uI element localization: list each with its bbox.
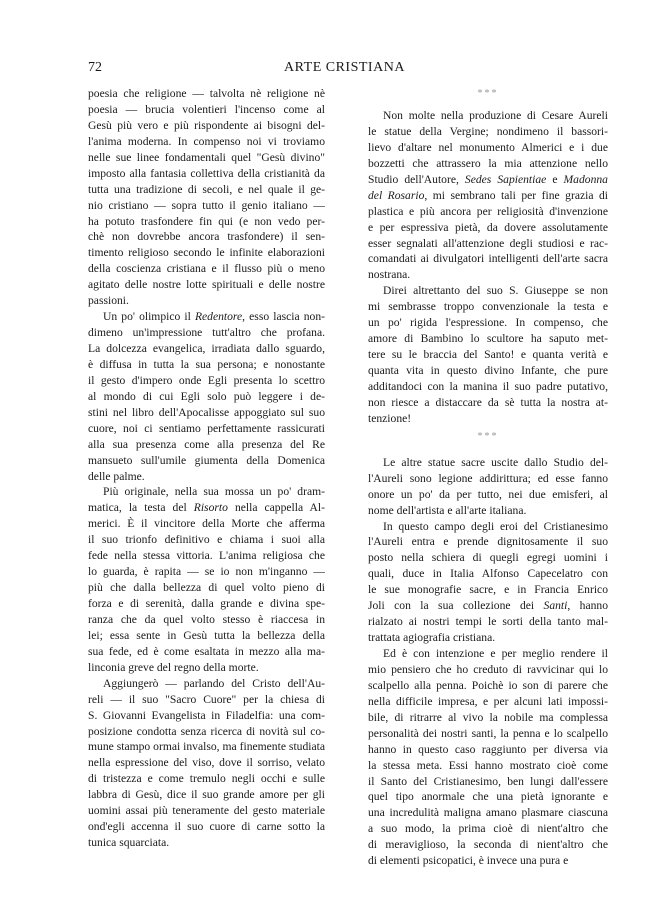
text-line: più che dalla bellezza di quel volto pieno di [88, 581, 325, 595]
paragraph [368, 455, 608, 519]
text-line: Studio dell'Autore, Sedes Sapientiae e Madonna [368, 172, 608, 186]
text-line: hanno in questo caso raggiunto per diversa via [368, 742, 608, 756]
text-line: uomini assai più teneramente del gesto materiale [88, 804, 325, 818]
text-line: esser segnalati all'attenzione degli studiosi e rac- [368, 236, 608, 250]
text-line: Più originale, nella sua mossa un po' dram- [103, 485, 325, 499]
text-line: poesia che religione — talvolta nè religione nè [88, 87, 325, 100]
text-line: timento religioso secondo le infinite elaborazioni [88, 246, 325, 260]
text-line: della coscienza cristiana e il flusso più o meno [88, 262, 325, 276]
text-line: del Rosario, mi sembrano tali per fine grazia di [368, 188, 608, 202]
text-line: poesia — brucia volentieri l'incenso come al [88, 102, 325, 116]
text-line: passioni. [88, 294, 129, 308]
paragraph [88, 86, 325, 309]
text-line: dimeno un'impressione tutt'altro che profana. [88, 326, 325, 340]
text-line: Aggiungerò — parlando del Cristo dell'Au- [103, 676, 325, 690]
text-line: a suo modo, la prima cioè di nient'altro che [368, 822, 608, 836]
paragraph [88, 484, 325, 675]
text-line: e per espressiva pietà, da dovere assolutamente [368, 220, 608, 234]
text-line: un po' rigida l'espressione. In compenso, che [368, 316, 608, 330]
text-line: tunica squarciata. [88, 836, 170, 850]
text-line: Ed è con intenzione e per meglio rendere il [383, 647, 608, 660]
text-line: tutta una tradizione di secoli, e nel quale il ge- [88, 182, 325, 196]
text-line: ond'egli accenna il suo cuore di carne sotto la [88, 820, 325, 834]
paragraph [368, 519, 608, 647]
text-line: Le altre statue sacre uscite dallo Studio del- [383, 455, 608, 469]
text-line: imposto alla fantasia collettiva della cristianità da [88, 166, 325, 180]
text-line: merici. È il vincitore della Morte che afferma [88, 517, 325, 531]
text-line: Non molte nella produzione di Cesare Aureli [383, 109, 608, 122]
text-line: scalpello alla penna. Poichè io son di parere che [368, 678, 608, 692]
text-line: il gesto d'impero onde Egli presenta lo scettro [88, 373, 325, 387]
text-line: personalità dei nostri santi, la penna e lo scalpello [368, 726, 608, 740]
text-line: l'anima moderna. In compenso noi vi troviamo [88, 134, 325, 148]
text-line: tere su le braccia del Santo! e quanta verità e [368, 348, 608, 362]
section-separator: *** [477, 430, 499, 442]
text-line: S. Giovanni Evangelista in Filadelfia: una com- [88, 708, 325, 722]
text-line: di tristezza e come tremulo negli occhi e sulle [88, 772, 325, 786]
text-line: Joli con la sua collezione dei Santi, hanno [368, 599, 608, 613]
text-line: Gesù più vero e più rispondente ai bisogni del- [88, 118, 325, 132]
text-line: le statue della Vergine; nondimeno il bassori- [368, 124, 608, 138]
text-line: posizione condotta senza ricerca di novità sul co- [88, 724, 325, 738]
text-line: tenzione! [368, 411, 412, 425]
text-line: delle palme. [88, 469, 145, 483]
text-line: ha potuto trasfondere fin qui (e non vedo per- [88, 214, 325, 228]
text-line: Direi altrettanto del suo S. Giuseppe se non [383, 284, 608, 298]
text-line: sua fede, ed è come esaltata in mezzo alla ma- [88, 644, 325, 658]
text-line: lievo d'altare nel monumento Almerici e i due [368, 140, 608, 154]
running-head: ARTE CRISTIANA [284, 60, 405, 75]
text-line: le sue monografie sacre, e in Francia Enrico [368, 583, 608, 597]
text-line: amore di Bambino lo scultore ha saputo met- [368, 332, 608, 346]
text-line: cuore, noi ci sentiamo perfettamente rassicurati [88, 421, 325, 435]
text-line: l'Aureli entra e prende dignitosamente il suo [368, 535, 608, 549]
paragraph [368, 108, 608, 283]
text-line: una incredulità maligna amano plasmare ciascuna [368, 806, 608, 820]
left-column [88, 86, 325, 851]
text-line: fede nella stessa vittoria. L'anima religiosa che [88, 549, 325, 563]
page-number: 72 [88, 60, 102, 75]
text-line: bozzetti che attrassero la mia attenzione nello [368, 156, 608, 170]
paragraph [368, 646, 608, 869]
text-line: è diffusa in tutta la sua persona; e nonostante [88, 357, 325, 371]
text-line: ranza che da quel volto stesso è riaccesa in [88, 612, 325, 626]
text-line: quanta vita in questo divino Infante, che pure [368, 364, 608, 377]
text-line: lo guarda, è rapita — se io non m'inganno — [88, 565, 325, 579]
text-line: mi sembrasse troppo convenzionale la testa e [368, 300, 608, 314]
text-line: il Santo del Cristianesimo, ben lungi dall'essere [368, 774, 608, 788]
text-line: quali, duce in Italia Alfonso Capecelatro con [368, 567, 608, 581]
paragraph [368, 283, 608, 426]
paragraph [88, 309, 325, 484]
text-line: nella espressione del viso, dove il sorriso, velato [88, 756, 325, 770]
text-line: di elementi psicopatici, è invece una pura e [368, 854, 569, 868]
text-line: comandati ai divulgatori intelligenti dell'arte sacra [368, 252, 608, 266]
text-line: di meraviglioso, la seconda di nient'altro che [368, 838, 608, 852]
text-line: onore un po' da per tutto, nei due emisferi, al [368, 487, 608, 501]
text-line: la stessa meta. Essi hanno mostrato cioè come [368, 758, 608, 772]
text-line: matica, la testa del Risorto nella cappella Al- [88, 501, 325, 515]
text-line: nome dell'artista e all'arte italiana. [368, 503, 527, 517]
paragraph [88, 676, 325, 851]
text-line: Un po' olimpico il Redentore, esso lascia non- [103, 310, 325, 324]
text-line: nio cristiano — sopra tutto il genio italiano — [88, 198, 325, 212]
text-line: linconia greve del regno della morte. [88, 660, 259, 674]
text-line: quel tipo anormale che una pietà ignorante e [368, 790, 608, 804]
text-line: labbra di Gesù, dice il suo grande amore per gli [88, 788, 325, 802]
text-line: stini nel libro dell'Apocalisse appoggiato sul suo [88, 405, 325, 419]
text-line: l'Aureli sono legione addirittura; ed esse fanno [368, 471, 608, 485]
text-line: al mondo di cui Egli solo può leggere i de- [88, 389, 325, 403]
text-line: La dolcezza evangelica, irradiata dallo sguardo, [88, 342, 325, 355]
text-line: lei; essa sente in Gesù tutta la bellezza della [88, 628, 325, 642]
text-line: posto nella schiera di quegli egregi uomini i [368, 551, 608, 565]
text-line: additandoci con la manina il suo padre putativo, [368, 379, 608, 393]
text-line: plastica e più ancora per religiosità d'invenzione [368, 204, 608, 218]
text-line: bile, di ritrarre al vivo la nobile ma complessa [368, 710, 608, 724]
text-line: il suo trionfo definitivo e chiama i suoi alla [88, 533, 325, 547]
text-line: forza e di serenità, dalla grande e divina spe- [88, 597, 325, 610]
text-line: agitato delle nostre lotte spirituali e delle nostre [88, 278, 325, 292]
text-line: alla sua presenza come alla presenza del Re [88, 437, 325, 451]
text-line: nelle sue linee fondamentali quel "Gesù divino" [88, 150, 325, 164]
text-line: trattata agiografia cristiana. [368, 631, 496, 645]
text-line: nella difficile impresa, e per alcuni lati impossi- [368, 694, 608, 708]
right-column [368, 86, 608, 869]
text-line: rialzato ai nostri tempi le sorti della tanto mal- [368, 615, 608, 629]
text-line: non riesce a distaccare da sè tutta la nostra at- [368, 395, 608, 409]
section-separator: *** [477, 88, 499, 99]
text-line: mune stampo ormai invalso, ma finemente studiata [88, 740, 325, 754]
text-line: nostrana. [368, 268, 411, 282]
text-line: In questo campo degli eroi del Cristianesimo [383, 519, 608, 533]
text-line: chè non dovrebbe ancora trasfondere) il sen- [88, 230, 325, 244]
text-line: reli — il suo "Sacro Cuore" per la chiesa di [88, 692, 325, 706]
text-line: mansueto sull'umile giumenta della Domenica [88, 453, 325, 467]
text-line: mio pensiero che ho creduto di ravvicinar qui lo [368, 662, 608, 676]
